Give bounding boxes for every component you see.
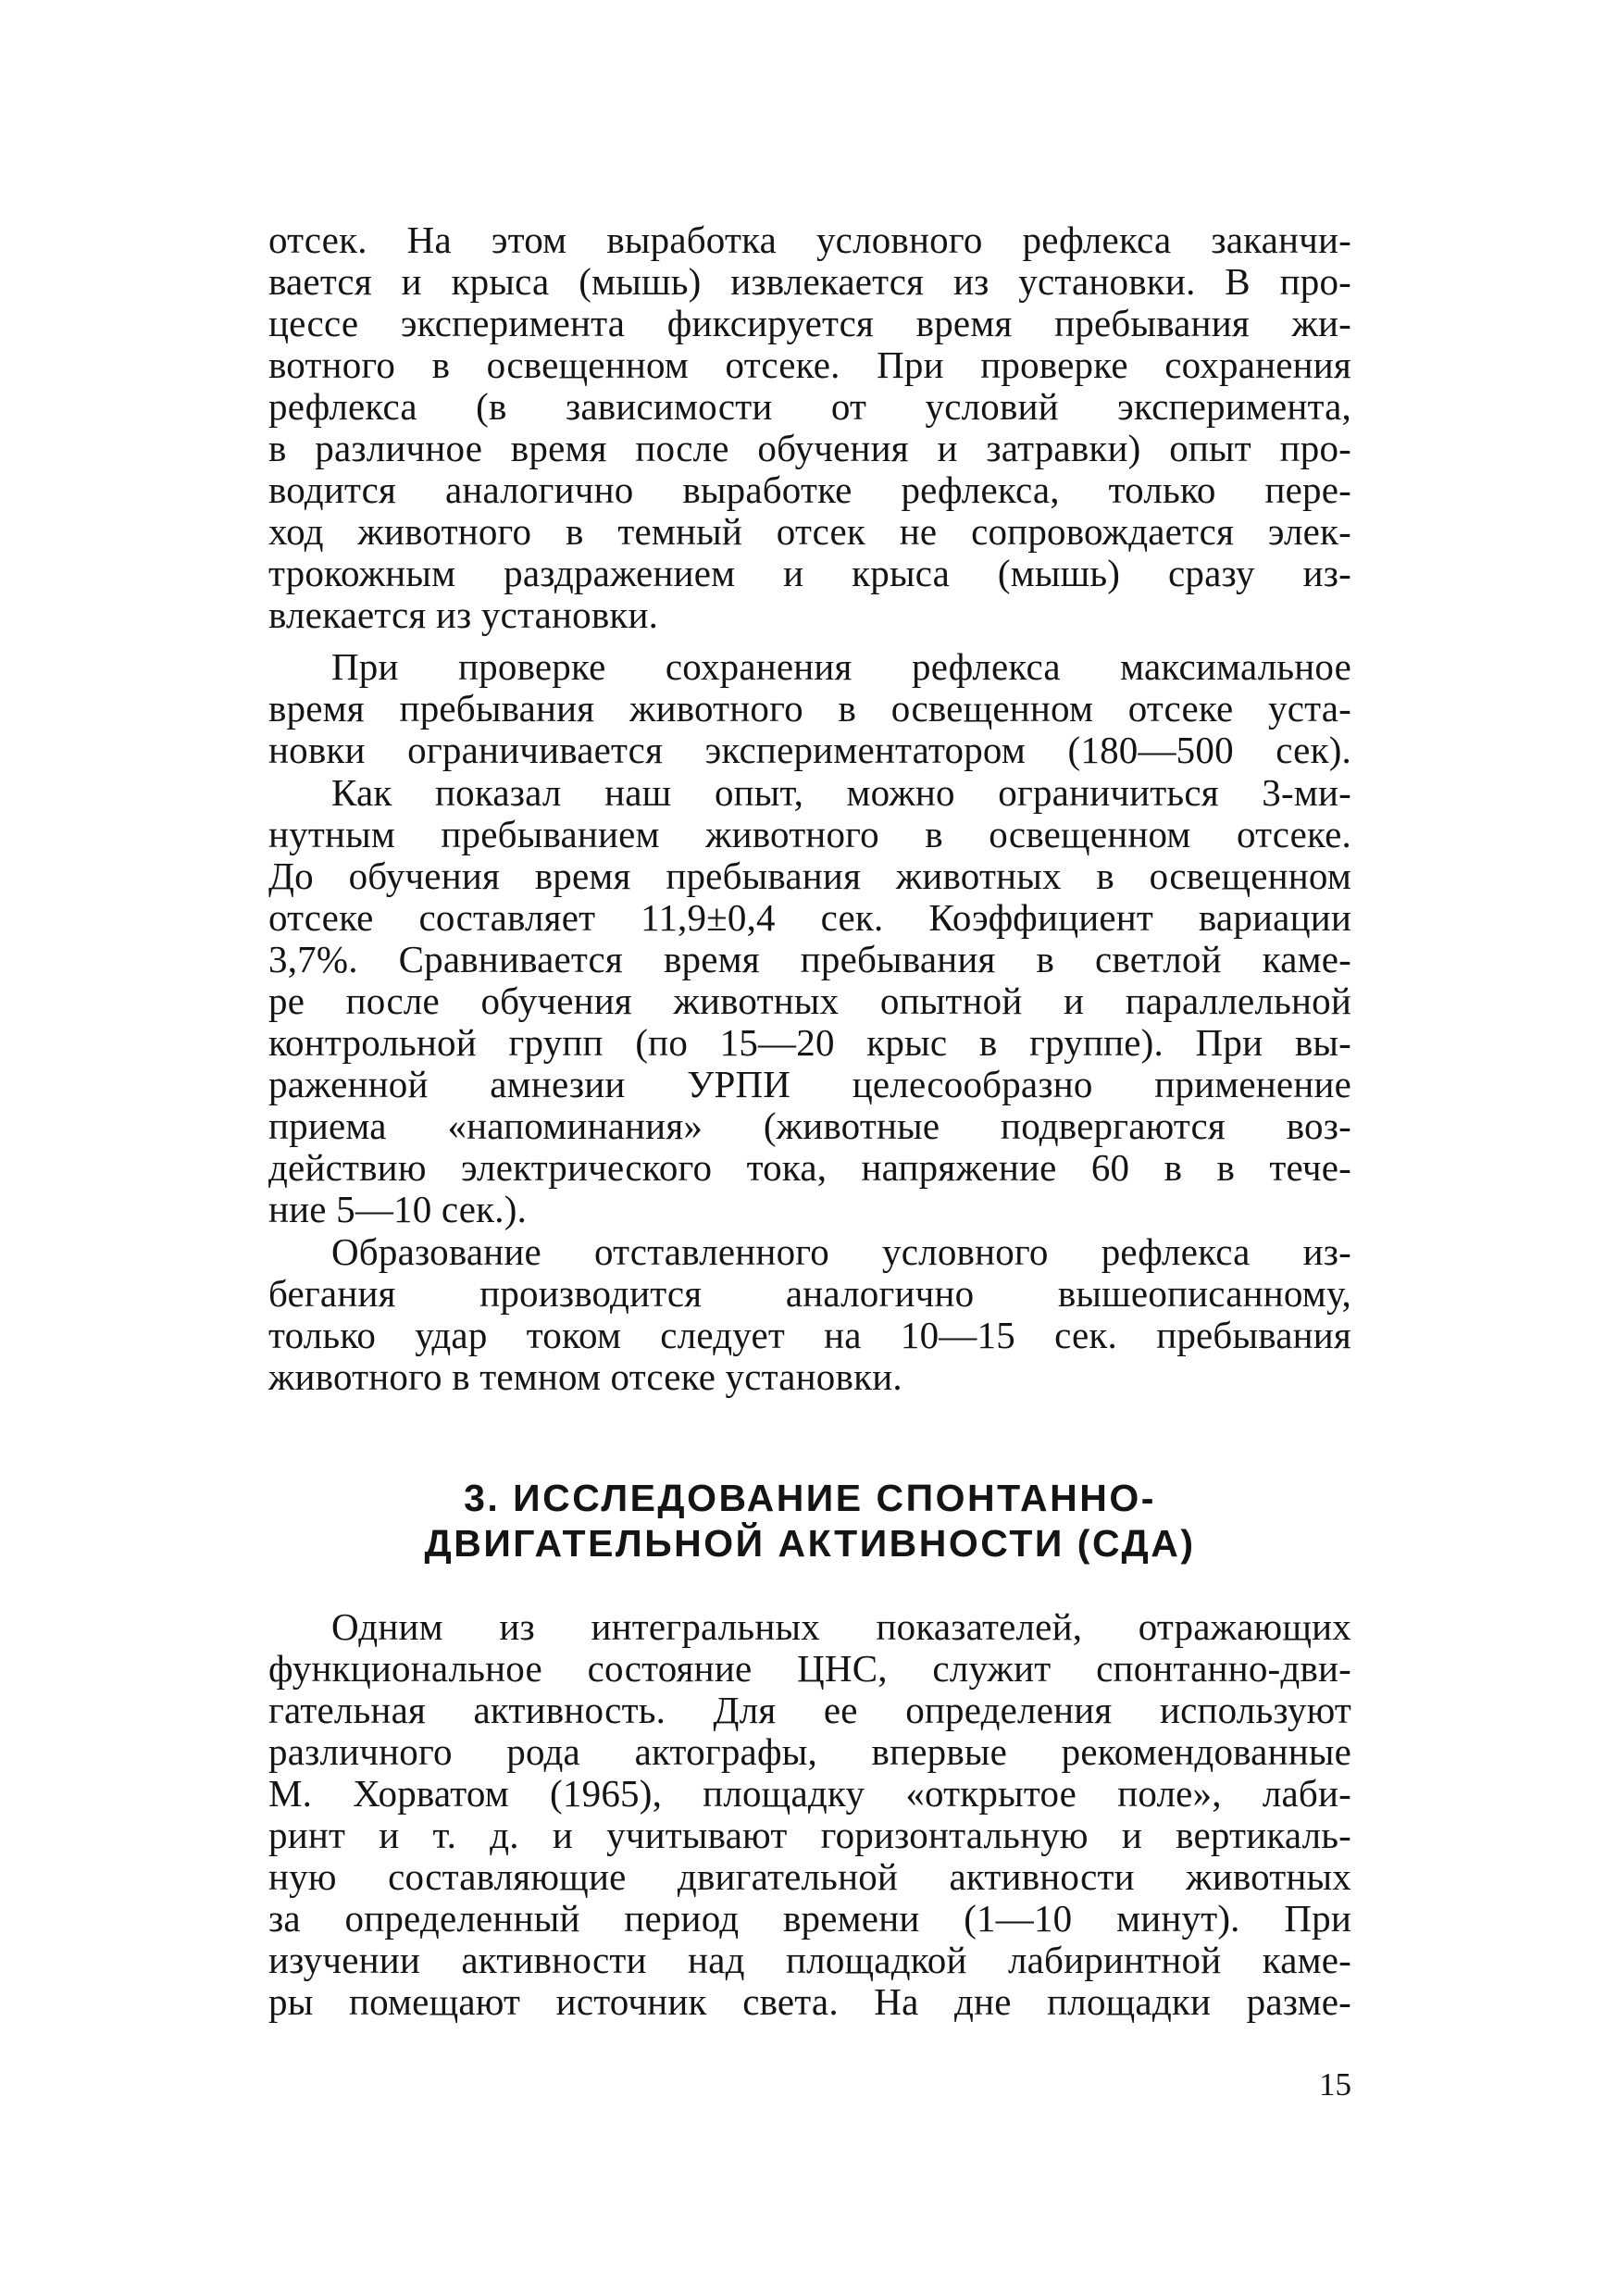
text-line: водится аналогично выработке рефлекса, только пере- (268, 468, 1351, 511)
text-line: рефлекса (в зависимости от условий эксперимента, (268, 385, 1351, 428)
page-number: 15 (1319, 2066, 1351, 2103)
text-line: время пребывания животного в освещенном отсеке уста- (268, 687, 1351, 730)
text-line: М. Хорватом (1965), площадку «открытое поле», лаби- (268, 1772, 1351, 1815)
text-line: влекается из установки. (268, 593, 659, 636)
text-line: трокожным раздражением и крыса (мышь) сразу из- (268, 552, 1351, 594)
text-line: различного рода актографы, впервые рекомендованные (268, 1730, 1351, 1773)
text-line: гательная активность. Для ее определения используют (268, 1689, 1351, 1731)
text-line: ринт и т. д. и учитывают горизонтальную и вертикаль- (268, 1814, 1351, 1856)
paragraph-4 (268, 1231, 1351, 1398)
text-line: изучении активности над площадкой лабиринтной каме- (268, 1939, 1351, 1981)
text-line: Одним из интегральных показателей, отражающих (331, 1605, 1351, 1648)
section-heading-line-2: ДВИГАТЕЛЬНОЙ АКТИВНОСТИ (СДА) (424, 1522, 1196, 1565)
text-line: животного в темном отсеке установки. (268, 1355, 902, 1398)
text-line: вотного в освещенном отсеке. При проверке сохранения (268, 343, 1351, 386)
text-line: До обучения время пребывания животных в освещенном (268, 855, 1351, 897)
text-line: действию электрического тока, напряжение 60 в в тече- (268, 1146, 1351, 1189)
text-line: бегания производится аналогично вышеописанному, (268, 1272, 1351, 1315)
section-heading (268, 1476, 1351, 1566)
text-line: приема «напоминания» (животные подвергаются воз- (268, 1104, 1351, 1147)
text-line: отсеке составляет 11,9±0,4 сек. Коэффициент вариации (268, 896, 1351, 939)
text-line: нутным пребыванием животного в освещенном отсеке. (268, 813, 1351, 855)
text-line: При проверке сохранения рефлекса максимальное (331, 645, 1351, 688)
text-line: 3,7%. Сравнивается время пребывания в светлой каме- (268, 938, 1351, 980)
text-line: Образование отставленного условного рефлекса из- (331, 1230, 1351, 1273)
text-line: вается и крыса (мышь) извлекается из установки. В про- (268, 260, 1351, 303)
text-line: в различное время после обучения и затравки) опыт про- (268, 427, 1351, 469)
text-line: ход животного в темный отсек не сопровождается элек- (268, 510, 1351, 553)
text-line: раженной амнезии УРПИ целесообразно применение (268, 1063, 1351, 1105)
text-line: цессе эксперимента фиксируется время пребывания жи- (268, 302, 1351, 344)
text-line: ре после обучения животных опытной и параллельной (268, 980, 1351, 1022)
text-line: ную составляющие двигательной активности животных (268, 1855, 1351, 1898)
text-line: новки ограничивается экспериментатором (180—500 сек). (268, 729, 1351, 771)
paragraph-2 (268, 646, 1351, 771)
text-line: ние 5—10 сек.). (268, 1188, 528, 1230)
text-line: отсек. На этом выработка условного рефлекса заканчи- (268, 218, 1351, 261)
paragraph-1 (268, 219, 1351, 636)
text-line: за определенный период времени (1—10 минут). При (268, 1897, 1351, 1940)
text-line: Как показал наш опыт, можно ограничиться 3-ми- (331, 771, 1351, 814)
text-line: функциональное состояние ЦНС, служит спонтанно-дви- (268, 1647, 1351, 1690)
section-paragraph (268, 1606, 1351, 2023)
section-heading-line-1: 3. ИССЛЕДОВАНИЕ СПОНТАННО- (464, 1477, 1156, 1519)
paragraph-3 (268, 772, 1351, 1230)
text-line: контрольной групп (по 15—20 крыс в группе). При вы- (268, 1021, 1351, 1064)
text-line: ры помещают источник света. На дне площадки разме- (268, 1980, 1351, 2023)
text-line: только удар током следует на 10—15 сек. пребывания (268, 1314, 1351, 1356)
